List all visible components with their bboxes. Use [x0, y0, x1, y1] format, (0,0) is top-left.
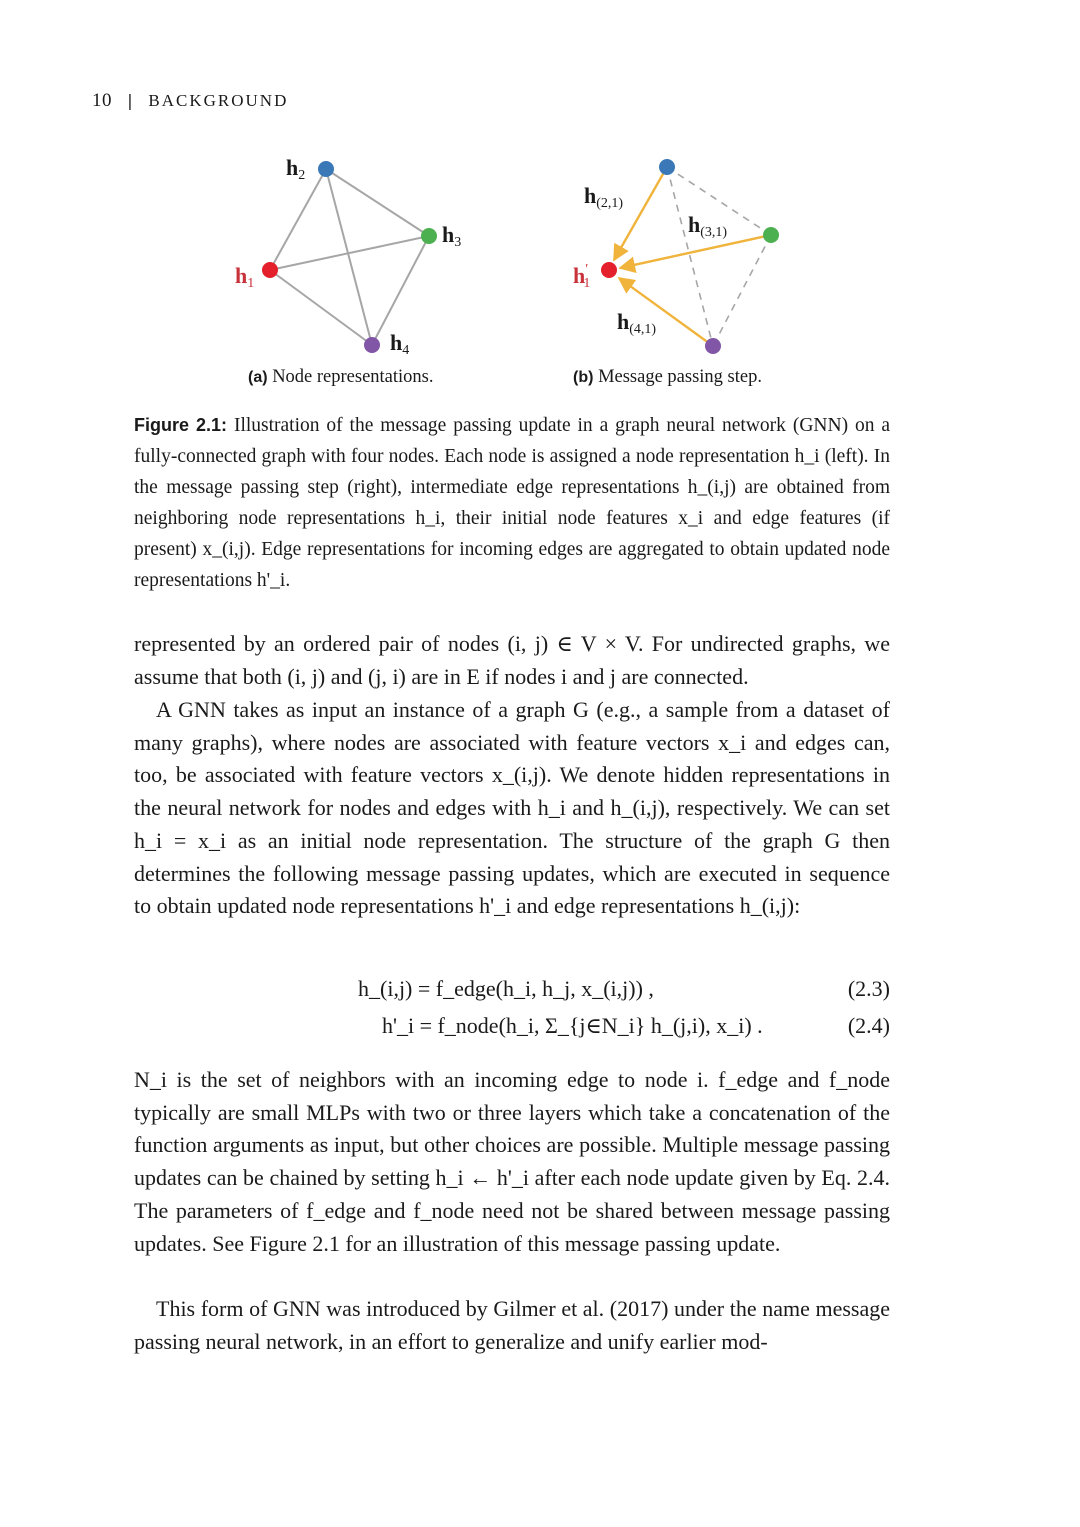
node-2-right — [659, 159, 675, 175]
edge-3-4 — [372, 236, 429, 345]
arrow-2-1 — [614, 167, 667, 260]
body-paragraph-4: This form of GNN was introduced by Gilmer et al. (2017) under the name message passing neural network, in an effort to generalize and unify earlier mod- — [134, 1296, 890, 1354]
node-4 — [364, 337, 380, 353]
subcaption-b-text: Message passing step. — [598, 367, 762, 387]
label-h41: h(4,1) — [617, 309, 657, 337]
node-3-right — [763, 227, 779, 243]
caption-label: Figure 2.1: — [134, 415, 228, 435]
subcaption-a-label: (a) — [248, 369, 268, 386]
graph-right-dashed — [667, 167, 771, 346]
body-paragraph-3: N_i is the set of neighbors with an incoming edge to node i. f_edge and f_node typically are small MLPs with two or three layers which take a concatenation of the function arguments as input, but other choices are possible. Multiple message passing updates can be chained by setting h_i ← h'_i after each node update given by Eq. 2.4. The parameters of f_edge and f_node need not be shared between message passing updates. See Figure 2.1 for an illustration of this message passing update. — [134, 1067, 890, 1256]
edge-1-3 — [270, 236, 429, 270]
edge-1-4 — [270, 270, 372, 345]
figure-caption — [134, 410, 890, 596]
equation-2-3: h_(i,j) = f_edge(h_i, h_j, x_(i,j)) , — [358, 976, 654, 1001]
caption-text: Illustration of the message passing update in a graph neural network (GNN) on a fully-connected graph with four nodes. Each node is assigned a node representation h_i (left). In the message passing step (right), intermediate edge representations h_(i,j) are obtained from neighboring node representations h_i, their initial node features x_i and edge features (if present) x_(i,j). Edge representations for incoming edges are aggregated to obtain updated node representations h'_i. — [134, 415, 891, 591]
edge-1-2 — [270, 169, 326, 270]
running-header — [92, 90, 288, 112]
label-h3: h3 — [442, 222, 462, 250]
label-h1-prime: h′ 1 — [573, 262, 591, 291]
header-separator: | — [127, 91, 134, 110]
node-3 — [421, 228, 437, 244]
node-1-updated — [601, 262, 617, 278]
equation-number-2-3: (2.3) — [847, 976, 890, 1001]
node-1 — [262, 262, 278, 278]
label-h2: h2 — [286, 155, 306, 183]
label-h21: h(2,1) — [584, 183, 624, 211]
body-paragraph-1: represented by an ordered pair of nodes (i, j) ∈ V × V. For undirected graphs, we assume that both (i, j) and (j, i) are in E if nodes i and j are connected. — [134, 631, 890, 689]
page-number: 10 — [92, 90, 112, 111]
subcaption-b — [573, 367, 762, 388]
body-paragraph-2: A GNN takes as input an instance of a graph G (e.g., a sample from a dataset of many graphs), where nodes are associated with feature vectors x_i and edges can, too, be associated with feature vectors x_(i,j). We denote hidden representations in the neural network for nodes and edges with h_i and h_(i,j), respectively. We can set h_i = x_i as an initial node representation. The structure of the graph G then determines the following message passing updates, which are executed in sequence to obtain updated node representations h'_i and edge representations h_(i,j): — [134, 697, 890, 919]
graph-left — [270, 169, 429, 345]
label-h4: h4 — [390, 330, 410, 358]
edge-3-4-dashed — [713, 235, 771, 346]
subcaption-a — [248, 367, 434, 388]
equation-2-4: h'_i = f_node(h_i, Σ_{j∈N_i} h_(j,i), x_i) . — [382, 1013, 763, 1038]
subcaption-a-text: Node representations. — [272, 367, 434, 387]
arrow-3-1 — [620, 235, 771, 268]
message-arrows — [614, 167, 771, 346]
node-4-right — [705, 338, 721, 354]
section-title: BACKGROUND — [148, 91, 289, 110]
label-h1: h1 — [235, 263, 255, 291]
figure-2-1 — [0, 140, 1080, 365]
node-2 — [318, 161, 334, 177]
equation-number-2-4: (2.4) — [847, 1013, 890, 1038]
subcaption-b-label: (b) — [573, 369, 594, 386]
label-h31: h(3,1) — [688, 212, 728, 240]
